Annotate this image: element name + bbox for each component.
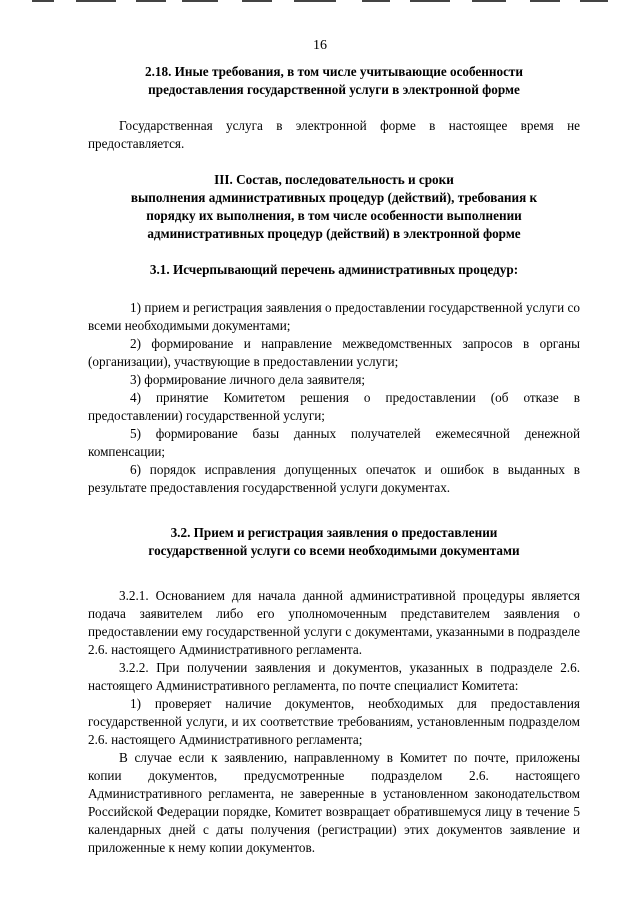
- list-item: 6) порядок исправления допущенных опечаток и ошибок в выданных в результате предоставления государственной услуги документах.: [88, 462, 580, 495]
- heading-line: выполнения административных процедур (действий), требования к: [130, 190, 538, 205]
- list-item: 3) формирование личного дела заявителя;: [130, 372, 366, 387]
- heading-line: порядку их выполнения, в том числе особенности выполнении: [146, 208, 522, 223]
- heading-line: государственной услуги со всеми необходимыми документами: [148, 543, 520, 558]
- list-item: 1) прием и регистрация заявления о предоставлении государственной услуги со всеми необходимыми документами;: [88, 300, 580, 333]
- heading-line: 2.18. Иные требования, в том числе учитывающие особенности: [144, 64, 524, 79]
- paragraph: 3.2.2. При получении заявления и документов, указанных в подразделе 2.6. настоящего Административного регламента, по почте специалист Комитета:: [88, 660, 580, 693]
- section-2-18-paragraph: Государственная услуга в электронной форме в настоящее время не предоставляется.: [88, 118, 580, 151]
- list-item: 4) принятие Комитетом решения о предоставлении (об отказе в предоставлении) государственной услуги;: [88, 390, 580, 423]
- heading-line: административных процедур (действий) в электронной форме: [147, 226, 521, 241]
- section-3-heading: [88, 171, 580, 243]
- paragraph: 3.2.1. Основанием для начала данной административной процедуры является подача заявителем либо его уполномоченным представителем заявления о предоставлении ему государственной услуги с документами, указанными в подразделе 2.6. настоящего Административного регламента.: [88, 588, 580, 657]
- document-body: [88, 63, 580, 857]
- list-item: 2) формирование и направление межведомственных запросов в органы (организации), участвующие в предоставлении услуги;: [88, 336, 580, 369]
- scan-edge-marks: [32, 0, 608, 3]
- heading-line: предоставления государственной услуги в электронной форме: [148, 82, 520, 97]
- section-3-1-heading: 3.1. Исчерпывающий перечень административных процедур:: [149, 262, 519, 277]
- section-3-2-heading: [88, 524, 580, 560]
- page-number: 16: [313, 38, 327, 53]
- paragraph: В случае если к заявлению, направленному в Комитет по почте, приложены копии документов, предусмотренные подразделом 2.6. настоящего Административного регламента, не заверенные в установленном законодательством Российской Федерации порядке, Комитет возвращает обратившемуся лицу в течение 5 календарных дней с даты получения (регистрации) этих документов заявление и приложенные к нему копии документов.: [88, 750, 580, 855]
- procedures-list: [88, 299, 580, 497]
- list-item: 1) проверяет наличие документов, необходимых для предоставления государственной услуги, и их соответствие требованиям, установленным подразделом 2.6. настоящего Административного регламента;: [88, 696, 580, 747]
- heading-line: III. Состав, последовательность и сроки: [214, 172, 454, 187]
- section-2-18-heading: [88, 63, 580, 99]
- section-3-2-body: [88, 587, 580, 857]
- list-item: 5) формирование базы данных получателей ежемесячной денежной компенсации;: [88, 426, 580, 459]
- heading-line: 3.2. Прием и регистрация заявления о предоставлении: [170, 525, 498, 540]
